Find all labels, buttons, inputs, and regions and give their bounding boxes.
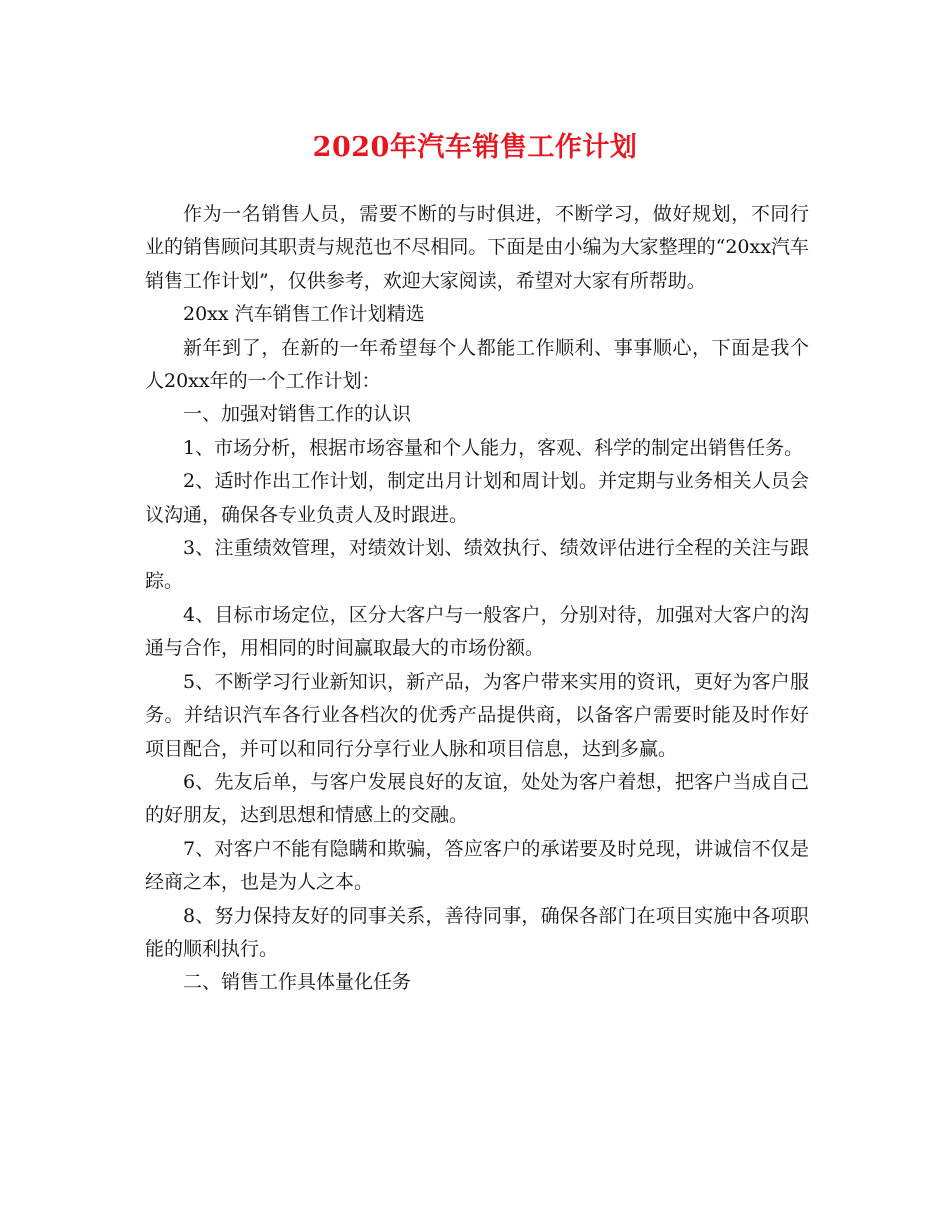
paragraph-intro: 作为一名销售人员，需要不断的与时俱进，不断学习，做好规划，不同行业的销售顾问其职责与规范也不尽相同。下面是由小编为大家整理的“20xx汽车销售工作计划”，仅供参考，欢迎大家阅读，希望对大家有所帮助。: [145, 203, 809, 292]
document-title: 2020年汽车销售工作计划: [312, 132, 638, 163]
list-item-2: 2、适时作出工作计划，制定出月计划和周计划。并定期与业务相关人员会议沟通，确保各专业负责人及时跟进。: [145, 470, 809, 526]
section-heading-1: 一、加强对销售工作的认识: [183, 403, 412, 426]
list-item-5: 5、不断学习行业新知识，新产品，为客户带来实用的资讯，更好为客户服务。并结识汽车各行业各档次的优秀产品提供商，以备客户需要时能及时作好项目配合，并可以和同行分享行业人脉和项目信息，达到多赢。: [145, 670, 809, 760]
list-item-3: 3、注重绩效管理，对绩效计划、绩效执行、绩效评估进行全程的关注与跟踪。: [145, 537, 809, 593]
paragraph-subtitle: 20xx 汽车销售工作计划精选: [183, 303, 425, 326]
list-item-7: 7、对客户不能有隐瞒和欺骗，答应客户的承诺要及时兑现，讲诚信不仅是经商之本，也是为人之本。: [145, 837, 809, 894]
list-item-6: 6、先友后单，与客户发展良好的友谊，处处为客户着想，把客户当成自己的好朋友，达到思想和情感上的交融。: [145, 770, 809, 827]
section-heading-2: 二、销售工作具体量化任务: [183, 971, 412, 994]
list-item-8: 8、努力保持友好的同事关系，善待同事，确保各部门在项目实施中各项职能的顺利执行。: [145, 904, 809, 960]
list-item-1: 1、市场分析，根据市场容量和个人能力，客观、科学的制定出销售任务。: [183, 436, 804, 459]
document-body: [145, 198, 809, 1000]
list-item-4: 4、目标市场定位，区分大客户与一般客户，分别对待，加强对大客户的沟通与合作，用相同的时间赢取最大的市场份额。: [145, 603, 809, 660]
paragraph-new-year: 新年到了，在新的一年希望每个人都能工作顺利、事事顺心，下面是我个人20xx年的一个工作计划：: [145, 336, 809, 393]
